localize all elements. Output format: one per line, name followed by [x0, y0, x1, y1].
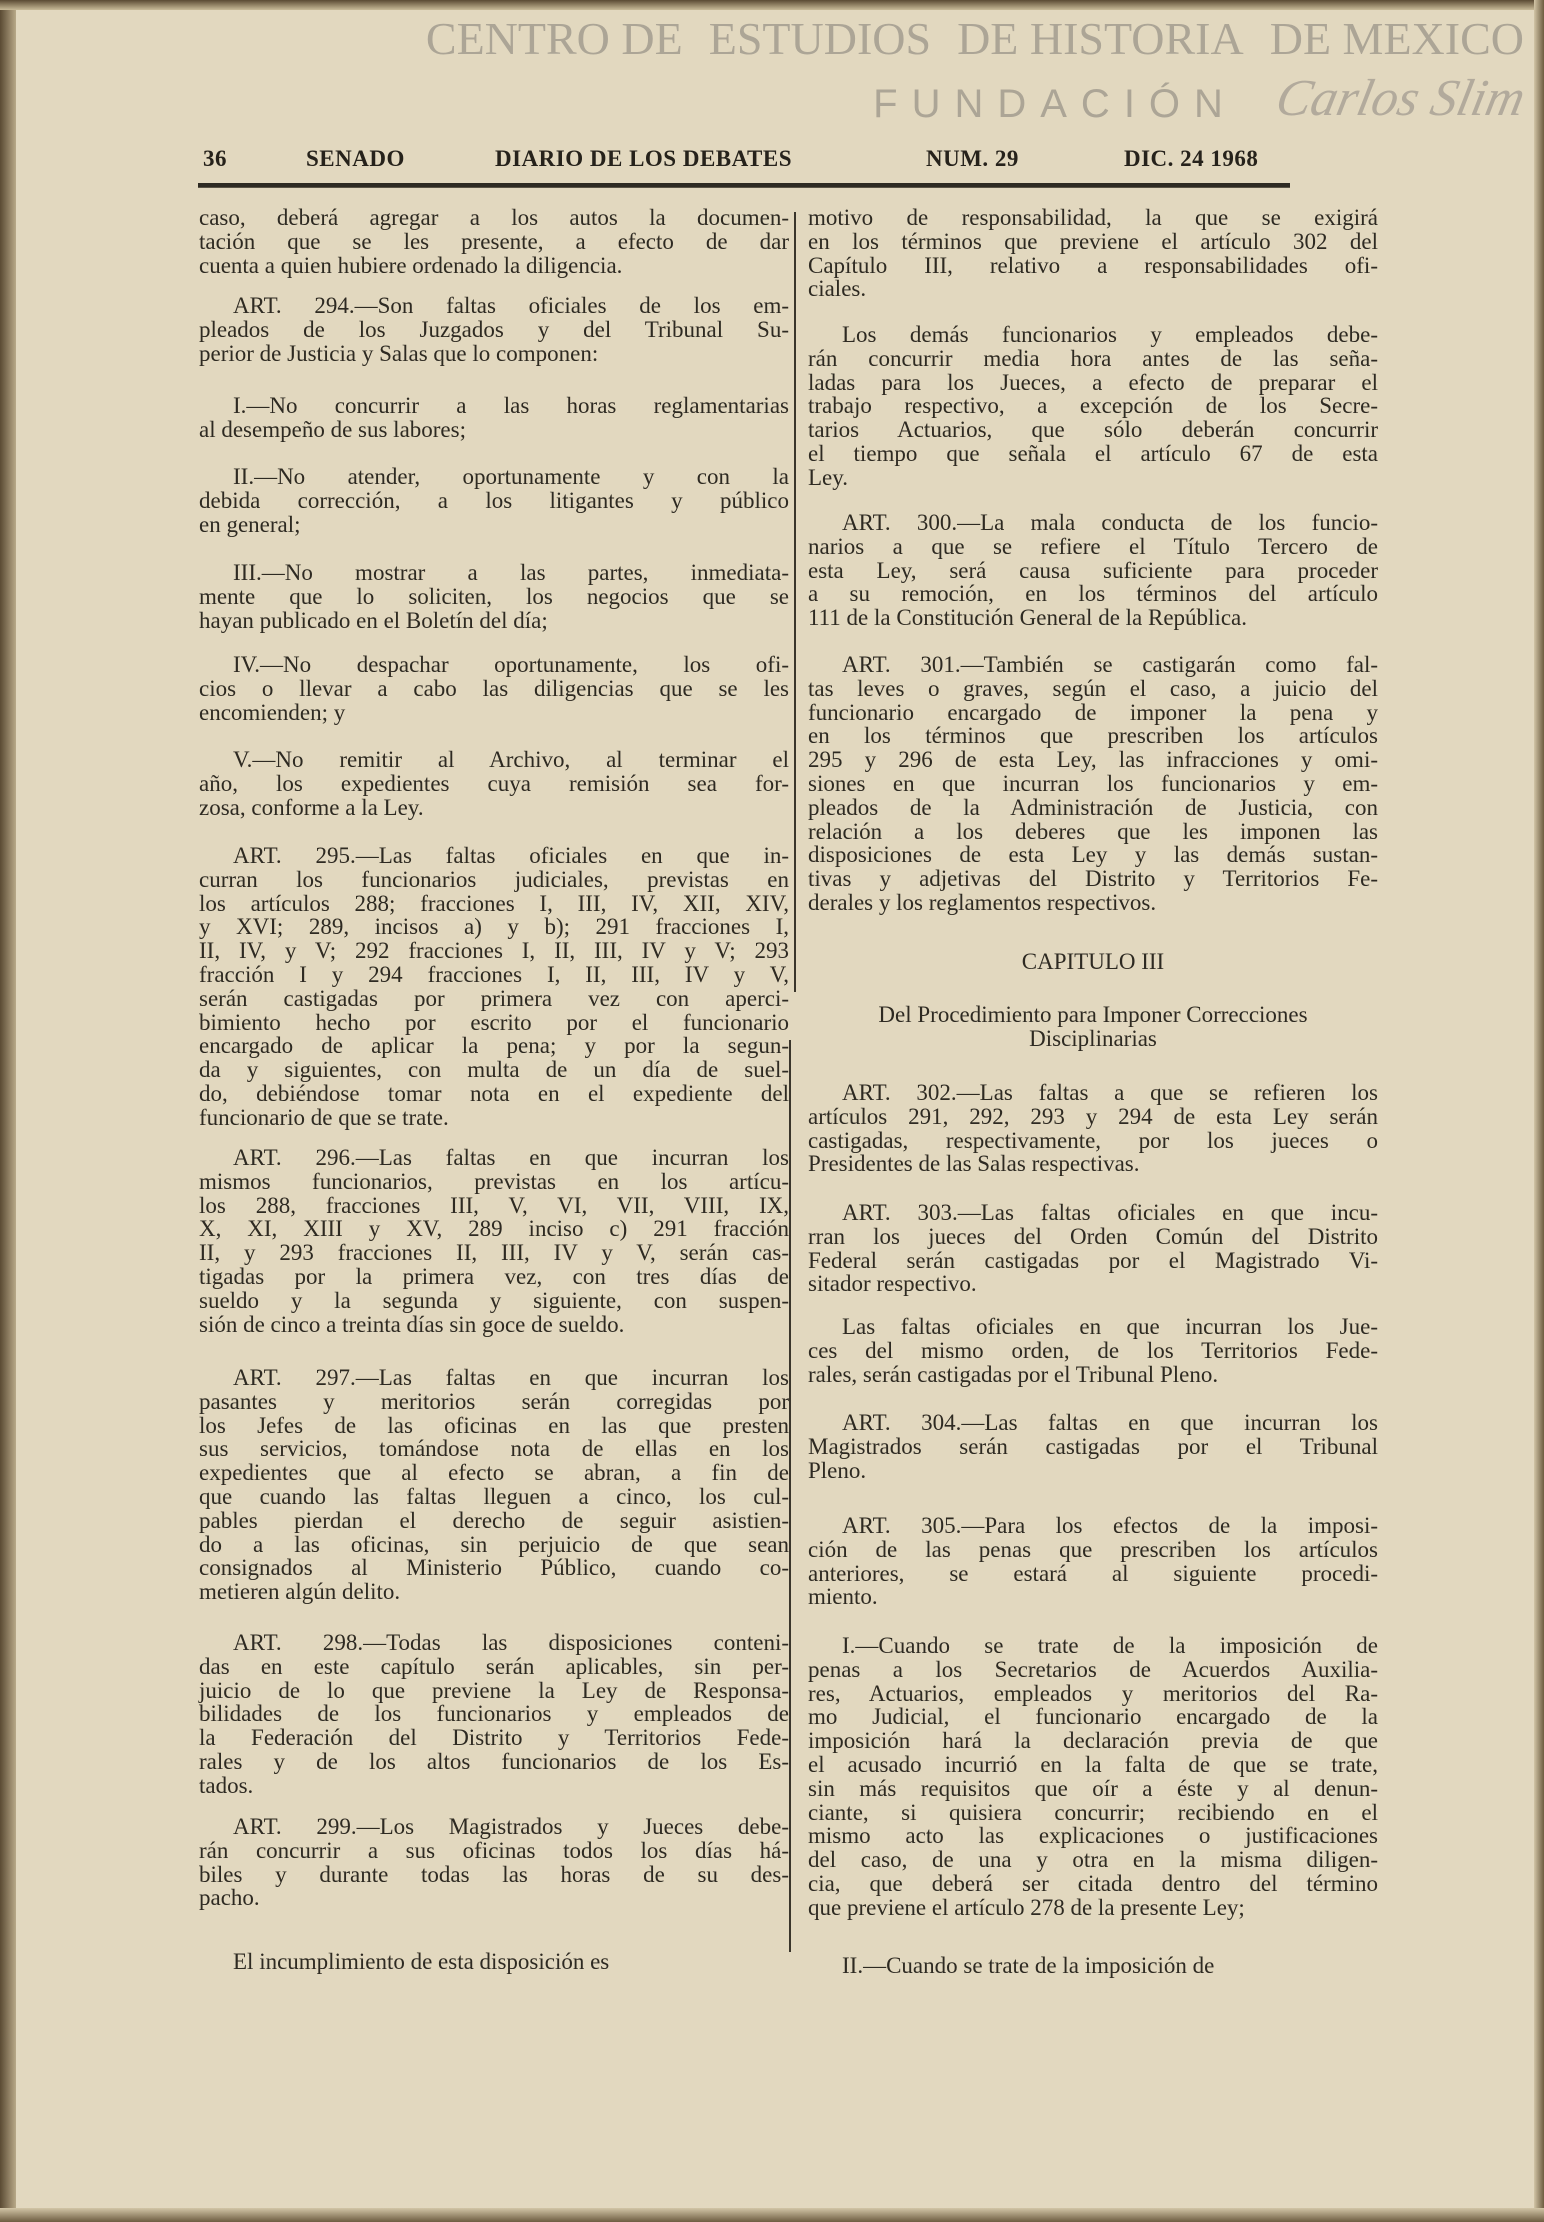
- text-line: Las faltas oficiales en que incurran los Jue-: [842, 1314, 1378, 1339]
- text-line: mo Judicial, el funcionario encargado de la: [808, 1704, 1378, 1730]
- article-296: [199, 1146, 789, 1336]
- text-line: año, los expedientes cuya remisión sea for-: [199, 770, 789, 796]
- text-line: los artículos 288; fracciones I, III, IV, XII, XIV,: [199, 890, 789, 916]
- text-line: ART. 298.—Todas las disposiciones conteni-: [233, 1630, 789, 1655]
- text-line: y XVI; 289, incisos a) y b); 291 fracciones I,: [199, 914, 789, 940]
- right-column: [808, 0, 1378, 2222]
- text-line: res, Actuarios, empleados y meritorios del Ra-: [808, 1680, 1378, 1706]
- text-line: pleados de los Juzgados y del Tribunal Su-: [199, 316, 789, 342]
- chamber-name: SENADO: [306, 146, 405, 171]
- article-294: [199, 294, 789, 365]
- article-300: [808, 511, 1378, 630]
- paragraph-continuation: [808, 206, 1378, 301]
- text-line: rán concurrir a sus oficinas todos los días há-: [199, 1837, 789, 1863]
- text-line: bilidades de los funcionarios y empleados de: [199, 1701, 789, 1727]
- text-line: serán castigadas por primera vez con aperci-: [199, 985, 789, 1011]
- text-line: castigadas, respectivamente, por los jueces o: [808, 1127, 1378, 1153]
- text-line: hayan publicado en el Boletín del día;: [199, 607, 548, 633]
- text-line: cia, que deberá ser citada dentro del término: [808, 1870, 1378, 1896]
- chapter-heading: [808, 950, 1378, 974]
- fraction-iv: [199, 653, 789, 724]
- text-line: ART. 304.—Las faltas en que incurran los: [842, 1410, 1378, 1435]
- text-line: miento.: [808, 1584, 878, 1610]
- text-line: ART. 305.—Para los efectos de la imposi-: [842, 1513, 1378, 1538]
- text-line: los 288, fracciones III, V, VI, VII, VIII, IX,: [199, 1192, 789, 1218]
- text-line: caso, deberá agregar a los autos la documen-: [199, 205, 789, 230]
- text-line: penas a los Secretarios de Acuerdos Auxilia-: [808, 1656, 1378, 1682]
- text-line: 295 y 296 de esta Ley, las infracciones y omi-: [808, 747, 1378, 773]
- text-line: fracción I y 294 fracciones I, II, III, IV y V,: [199, 961, 789, 987]
- text-line: del caso, de una y otra en la misma diligen-: [808, 1847, 1378, 1873]
- text-line: pleados de la Administración de Justicia, con: [808, 794, 1378, 820]
- text-line: funcionario de que se trate.: [199, 1104, 449, 1130]
- text-line: ART. 300.—La mala conducta de los funcio-: [842, 510, 1378, 535]
- text-line: los Jefes de las oficinas en las que presten: [199, 1412, 789, 1438]
- text-line: expedientes que al efecto se abran, a fin de: [199, 1460, 789, 1486]
- text-line: consignados al Ministerio Público, cuando co-: [199, 1555, 789, 1581]
- fraction-ii: [808, 1954, 1378, 1978]
- text-line: sueldo y la segunda y siguiente, con suspen-: [199, 1287, 789, 1313]
- text-line: Magistrados serán castigadas por el Tribunal: [808, 1433, 1378, 1459]
- fraction-ii: [199, 465, 789, 536]
- text-line: mismos funcionarios, previstas en los artícu-: [199, 1168, 789, 1194]
- text-line: ción de las penas que prescriben los artículos: [808, 1536, 1378, 1562]
- text-line: I.—No concurrir a las horas reglamentarias: [233, 393, 789, 418]
- scan-edge-left: [0, 0, 16, 2222]
- text-line: encargado de aplicar la pena; y por la segun-: [199, 1033, 789, 1059]
- article-304: [808, 1411, 1378, 1482]
- text-line: encomienden; y: [199, 699, 346, 725]
- text-line: II, IV, y V; 292 fracciones I, II, III, IV y V; 293: [199, 938, 789, 964]
- page-number: 36: [203, 146, 227, 171]
- text-line: sitador respectivo.: [808, 1271, 977, 1297]
- text-line: ciales.: [808, 276, 867, 302]
- text-line: I.—Cuando se trate de la imposición de: [842, 1633, 1378, 1658]
- text-line: Federal serán castigadas por el Magistrado Vi-: [808, 1247, 1378, 1273]
- text-line: en los términos que previene el artículo 302 del: [808, 228, 1378, 254]
- article-299: [199, 1815, 789, 1910]
- text-line: mente que lo soliciten, los negocios que se: [199, 583, 789, 609]
- paragraph-incumplimiento: [199, 1950, 789, 1974]
- text-line: ciante, si quisiera concurrir; recibiendo en el: [808, 1799, 1378, 1825]
- text-line: zosa, conforme a la Ley.: [199, 794, 424, 820]
- text-line: biles y durante todas las horas de su des-: [199, 1861, 789, 1887]
- text-line: narios a que se refiere el Título Tercero de: [808, 533, 1378, 559]
- text-line: que cuando las faltas lleguen a cinco, los cul-: [199, 1483, 789, 1509]
- text-line: II.—Cuando se trate de la imposición de: [842, 1953, 1215, 1978]
- text-line: II.—No atender, oportunamente y con la: [233, 464, 789, 489]
- text-line: funcionario encargado de imponer la pena y: [808, 699, 1378, 725]
- text-line: tigadas por la primera vez, con tres días de: [199, 1263, 789, 1289]
- text-line: V.—No remitir al Archivo, al terminar el: [233, 747, 789, 772]
- left-column: [199, 0, 789, 2222]
- text-line: Ley.: [808, 464, 849, 490]
- article-298: [199, 1631, 789, 1798]
- text-line: ces del mismo orden, de los Territorios Fede-: [808, 1337, 1378, 1363]
- text-line: ART. 296.—Las faltas en que incurran los: [233, 1145, 789, 1170]
- scan-edge-right: [1534, 0, 1544, 2222]
- watermark-line: CENTRO DE: [425, 13, 683, 64]
- text-line: metieren algún delito.: [199, 1579, 401, 1605]
- text-line: pables pierdan el derecho de seguir asistien-: [199, 1507, 789, 1533]
- text-line: anteriores, se estará al siguiente procedi-: [808, 1560, 1378, 1586]
- text-line: pacho.: [199, 1885, 260, 1911]
- text-line: sin más requisitos que oír a éste y al denun-: [808, 1775, 1378, 1801]
- text-line: do a las oficinas, sin perjuicio de que sean: [199, 1531, 789, 1557]
- text-line: pasantes y meritorios serán corregidas por: [199, 1388, 789, 1414]
- article-297: [199, 1366, 789, 1604]
- article-295: [199, 844, 789, 1130]
- text-line: curran los funcionarios judiciales, previstas en: [199, 866, 789, 892]
- text-line: Disciplinarias: [1029, 1025, 1157, 1051]
- text-line: cios o llevar a cabo las diligencias que se les: [199, 675, 789, 701]
- text-line: da y siguientes, con multa de un día de suel-: [199, 1057, 789, 1083]
- text-line: IV.—No despachar oportunamente, los ofi-: [233, 652, 789, 677]
- text-line: rán concurrir media hora antes de las seña-: [808, 345, 1378, 371]
- text-line: el tiempo que señala el artículo 67 de esta: [808, 440, 1378, 466]
- text-line: derales y los reglamentos respectivos.: [808, 889, 1157, 915]
- text-line: cuenta a quien hubiere ordenado la diligencia.: [199, 252, 623, 278]
- text-line: ladas para los Jueces, a efecto de preparar el: [808, 369, 1378, 395]
- text-line: CAPITULO III: [1021, 949, 1165, 974]
- text-line: do, debiéndose tomar nota en el expediente del: [199, 1080, 789, 1106]
- text-line: rran los jueces del Orden Común del Distrito: [808, 1223, 1378, 1249]
- text-line: bimiento hecho por escrito por el funcionario: [199, 1009, 789, 1035]
- text-line: rales y de los altos funcionarios de los Es-: [199, 1748, 789, 1774]
- article-303: [808, 1201, 1378, 1296]
- text-line: ART. 295.—Las faltas oficiales en que in-: [233, 843, 789, 868]
- article-305: [808, 1514, 1378, 1609]
- text-line: III.—No mostrar a las partes, inmediata-: [233, 560, 789, 585]
- text-line: esta Ley, será causa suficiente para proceder: [808, 557, 1378, 583]
- text-line: tivas y adjetivas del Distrito y Territorios Fe-: [808, 866, 1378, 892]
- fraction-v: [199, 748, 789, 819]
- text-line: Del Procedimiento para Imponer Correcciones: [878, 1002, 1308, 1027]
- text-line: Presidentes de las Salas respectivas.: [808, 1151, 1140, 1177]
- text-line: ART. 297.—Las faltas en que incurran los: [233, 1365, 789, 1390]
- text-line: II, y 293 fracciones II, III, IV y V, serán cas-: [199, 1240, 789, 1266]
- text-line: Capítulo III, relativo a responsabilidades ofi-: [808, 252, 1378, 278]
- text-line: ART. 302.—Las faltas a que se refieren los: [842, 1080, 1378, 1105]
- column-divider: [789, 1040, 791, 1952]
- chapter-subtitle: [808, 1003, 1378, 1051]
- text-line: tación que se les presente, a efecto de dar: [199, 228, 789, 254]
- text-line: ART. 294.—Son faltas oficiales de los em-: [233, 293, 789, 318]
- fraction-iii: [199, 561, 789, 632]
- article-301: [808, 653, 1378, 915]
- text-line: ART. 301.—También se castigarán como fal-: [842, 652, 1378, 677]
- text-line: das en este capítulo serán aplicables, sin per-: [199, 1653, 789, 1679]
- paragraph-territorios: [808, 1315, 1378, 1386]
- paragraph-other-officials: [808, 323, 1378, 490]
- watermark-foundation: FUNDACIÓN: [873, 82, 1237, 126]
- publication-title: DIARIO DE LOS DEBATES: [495, 146, 793, 171]
- text-line: disposiciones de esta Ley y las demás sustan-: [808, 842, 1378, 868]
- text-line: 111 de la Constitución General de la República.: [808, 605, 1247, 631]
- text-line: imposición hará la declaración previa de que: [808, 1728, 1378, 1754]
- text-line: X, XI, XIII y XV, 289 inciso c) 291 fracción: [199, 1216, 789, 1242]
- text-line: tados.: [199, 1772, 254, 1798]
- text-line: sus servicios, tomándose nota de ellas en los: [199, 1436, 789, 1462]
- watermark-line: DE HISTORIA: [957, 13, 1244, 64]
- text-line: ART. 303.—Las faltas oficiales en que incu-: [842, 1200, 1378, 1225]
- text-line: tarios Actuarios, que sólo deberán concurrir: [808, 417, 1378, 443]
- text-line: rales, serán castigadas por el Tribunal Pleno.: [808, 1361, 1219, 1387]
- column-divider: [794, 212, 796, 992]
- text-line: el acusado incurrió en la falta de que se trate,: [808, 1751, 1378, 1777]
- text-line: tas leves o graves, según el caso, a juicio del: [808, 675, 1378, 701]
- issue-date: DIC. 24 1968: [1124, 146, 1259, 171]
- text-line: al desempeño de sus labores;: [199, 416, 466, 442]
- fraction-i: [199, 394, 789, 442]
- text-line: siones en que incurran los funcionarios y em-: [808, 770, 1378, 796]
- text-line: en general;: [199, 511, 301, 537]
- paragraph-continuation: [199, 206, 789, 277]
- text-line: la Federación del Distrito y Territorios Fede-: [199, 1725, 789, 1751]
- fraction-i: [808, 1634, 1378, 1920]
- text-line: ART. 299.—Los Magistrados y Jueces debe-: [233, 1814, 789, 1839]
- text-line: artículos 291, 292, 293 y 294 de esta Ley serán: [808, 1103, 1378, 1129]
- issue-number: NUM. 29: [926, 146, 1019, 171]
- watermark-line: DE MEXICO: [1269, 13, 1524, 64]
- text-line: a su remoción, en los términos del artículo: [808, 581, 1378, 607]
- text-line: sión de cinco a treinta días sin goce de sueldo.: [199, 1311, 625, 1337]
- text-line: mismo acto las explicaciones o justificaciones: [808, 1823, 1378, 1849]
- article-302: [808, 1081, 1378, 1176]
- watermark-signature: Carlos Slim: [1270, 70, 1531, 127]
- text-line: trabajo respectivo, a excepción de los Secre-: [808, 393, 1378, 419]
- text-line: El incumplimiento de esta disposición es: [233, 1949, 610, 1974]
- text-line: en los términos que prescriben los artículos: [808, 723, 1378, 749]
- text-line: debida corrección, a los litigantes y público: [199, 487, 789, 513]
- text-line: Los demás funcionarios y empleados debe-: [842, 322, 1378, 347]
- text-line: motivo de responsabilidad, la que se exigirá: [808, 205, 1378, 230]
- text-line: juicio de lo que previene la Ley de Responsa-: [199, 1677, 789, 1703]
- text-line: relación a los deberes que les imponen las: [808, 818, 1378, 844]
- watermark-line: ESTUDIOS: [708, 13, 932, 64]
- text-line: Pleno.: [808, 1457, 867, 1483]
- text-line: perior de Justicia y Salas que lo componen:: [199, 340, 599, 366]
- text-line: que previene el artículo 278 de la presente Ley;: [808, 1894, 1245, 1920]
